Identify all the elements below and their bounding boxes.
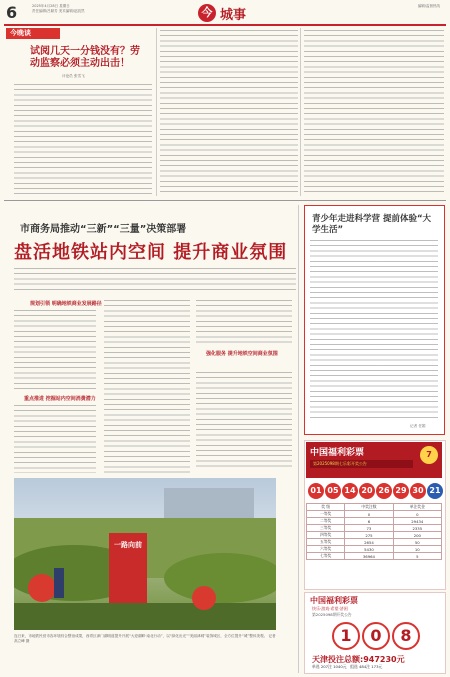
table-cell: 单选	[312, 664, 320, 669]
main-body-col2	[104, 300, 190, 473]
lottery-2-number: 1	[332, 622, 360, 650]
date-line: 2025年4月28日 星期日	[32, 4, 70, 8]
main-lead	[14, 268, 296, 292]
main-body-col3b	[196, 372, 292, 468]
table-cell: 2335	[393, 525, 441, 532]
main-body-col1a	[14, 310, 96, 390]
lottery-1-badge: 7	[420, 446, 438, 464]
main-kicker: 市商务局推动“三新”“三量”决策部署	[20, 224, 187, 235]
lottery-2-brand: 中国福利彩票	[310, 596, 358, 605]
table-cell: 六等奖	[307, 546, 345, 553]
photo-illustration	[14, 478, 276, 630]
table-row	[307, 532, 442, 539]
table-header: 奖 级	[307, 504, 345, 511]
table-row	[307, 511, 442, 518]
header-rule	[4, 24, 446, 26]
lottery-special-ball: 21	[427, 483, 443, 499]
column-divider	[156, 28, 157, 196]
lottery-2-issue: 第2025098期开奖公告	[312, 612, 352, 617]
lottery-2-pool: 天津投注总额:947230元	[312, 655, 405, 664]
commentary-byline: 评论员 张雪飞	[62, 74, 85, 78]
photo-sign: 一路向前	[114, 540, 142, 549]
table-cell: 1040元	[333, 664, 347, 669]
lottery-ball: 29	[393, 483, 409, 499]
table-cell: 6	[345, 518, 393, 525]
table-cell: 五等奖	[307, 539, 345, 546]
table-header-row	[307, 504, 442, 511]
main-body-col1b	[14, 405, 96, 473]
table-cell: 275	[345, 532, 393, 539]
table-cell: 173元	[371, 664, 383, 669]
table-cell: 200	[393, 532, 441, 539]
section-logo: 今	[198, 4, 216, 22]
lottery-1-issue: 第2025098期七乐彩开奖公告	[310, 460, 413, 468]
lottery-ball: 01	[308, 483, 324, 499]
table-cell: 0	[345, 511, 393, 518]
main-body-col3a	[196, 300, 292, 346]
lottery-1-table	[306, 503, 442, 560]
table-cell: 5430	[345, 546, 393, 553]
table-cell: 29434	[393, 518, 441, 525]
table-cell: 组选	[350, 664, 358, 669]
boxed-body	[310, 240, 438, 422]
commentary-body-col3	[304, 30, 444, 196]
commentary-headline: 试阅几天一分钱没有？劳动监察必须主动出击！	[30, 46, 140, 69]
table-cell: 2654	[345, 539, 393, 546]
table-row	[307, 525, 442, 532]
commentary-body-col2	[160, 30, 298, 196]
lottery-1-brand: 中国福利彩票	[310, 448, 365, 458]
table-cell: 七等奖	[307, 553, 345, 560]
lottery-1-balls	[306, 482, 442, 500]
header-date-info	[32, 4, 112, 14]
table-cell: 5	[393, 553, 441, 560]
lottery-2-table	[312, 664, 440, 670]
table-header: 中奖注数	[345, 504, 393, 511]
table-cell: 二等奖	[307, 518, 345, 525]
column-divider	[300, 28, 301, 196]
commentary-body	[14, 84, 152, 194]
news-photo	[14, 478, 276, 630]
lottery-ball: 26	[376, 483, 392, 499]
column-tag: 今晚谈	[6, 28, 60, 39]
lottery-ball: 20	[359, 483, 375, 499]
lottery-2-slogan: 快乐·游戏·希望·济困	[312, 606, 348, 611]
page-number: 6	[6, 3, 18, 22]
photo-caption	[14, 634, 276, 644]
table-cell: 484注	[358, 664, 371, 669]
photo-credit: 记者 高立峰 摄	[14, 634, 276, 643]
boxed-credit: 记者 任娟	[410, 424, 426, 428]
table-cell: 73	[345, 525, 393, 532]
table-row	[307, 518, 442, 525]
lottery-ball: 05	[325, 483, 341, 499]
table-row	[307, 539, 442, 546]
table-cell: 一等奖	[307, 511, 345, 518]
table-cell: 0	[393, 511, 441, 518]
lottery-ball: 14	[342, 483, 358, 499]
main-subhead-1: 规划引领 明确地铁商业发展路径	[30, 301, 102, 307]
main-subhead-3: 强化服务 提升地铁空间商业氛围	[206, 351, 278, 357]
main-subhead-2: 重点推进 挖掘站内空间消费潜力	[24, 396, 96, 402]
editors-line: 责任编辑/吕颖芳 美术编辑/赵凯然	[32, 9, 85, 13]
table-cell: 四等奖	[307, 532, 345, 539]
table-header: 单注奖金	[393, 504, 441, 511]
section-rule	[4, 200, 446, 201]
table-cell: 207注	[320, 664, 332, 669]
header-right-info: 编辑/监督热线	[417, 4, 440, 8]
table-row	[307, 553, 442, 560]
table-cell: 三等奖	[307, 525, 345, 532]
lottery-2-number: 8	[392, 622, 420, 650]
boxed-headline: 青少年走进科学营 提前体验“大学生活”	[312, 214, 432, 235]
lottery-ball: 30	[410, 483, 426, 499]
lottery-2-number: 0	[362, 622, 390, 650]
main-headline: 盘活地铁站内空间 提升商业氛围	[14, 242, 288, 263]
table-cell: 10	[393, 546, 441, 553]
table-cell: 50	[393, 539, 441, 546]
table-row	[307, 546, 442, 553]
section-title: 城事	[220, 8, 247, 23]
caption-text: 连日来，市地铁民营市容环境综合整治成果，西青区津门湖明道提升开展“大爱湖畔·南北行动”，以“绿化出光”“美丽津城”装饰城区，全方位提升“城”整体美观。	[14, 634, 268, 638]
table-cell: 36964	[345, 553, 393, 560]
column-divider	[298, 205, 299, 673]
